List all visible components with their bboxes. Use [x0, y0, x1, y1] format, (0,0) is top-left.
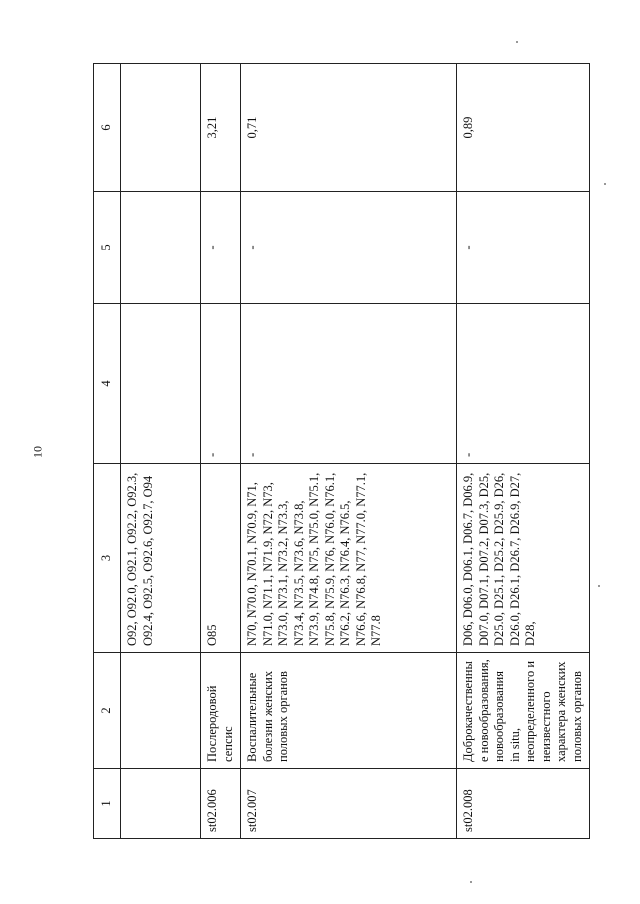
header-cell-2: 2 [94, 653, 121, 769]
col5-cell: - [241, 192, 457, 304]
header-cell-3: 3 [94, 464, 121, 653]
table-row [121, 64, 201, 839]
tariff-table [93, 63, 590, 839]
col5-cell: - [201, 192, 241, 304]
header-cell-6: 6 [94, 64, 121, 192]
coefficient-cell: 0,71 [241, 64, 457, 192]
rotated-table-container [93, 64, 584, 839]
header-row [94, 64, 121, 839]
name-cell: Воспалительные болезни женских половых органов [241, 653, 457, 769]
scan-speck [604, 183, 606, 185]
scan-speck [598, 585, 600, 587]
name-cell: Доброкачественные новообразования, новообразования in situ, неопределенного и неизвестного характера женских половых органов [457, 653, 590, 769]
icd-cell: O92, O92.0, O92.1, O92.2, O92.3, O92.4, O92.5, O92.6, O92.7, O94 [121, 464, 201, 653]
coefficient-cell: 3,21 [201, 64, 241, 192]
table-row [241, 64, 457, 839]
code-cell [121, 769, 201, 839]
scan-speck [470, 881, 472, 883]
header-cell-5: 5 [94, 192, 121, 304]
col5-cell: - [457, 192, 590, 304]
table-row [201, 64, 241, 839]
coefficient-cell [121, 64, 201, 192]
code-cell: st02.006 [201, 769, 241, 839]
code-cell: st02.007 [241, 769, 457, 839]
icd-cell: N70, N70.0, N70.1, N70.9, N71, N71.0, N71.1, N71.9, N72, N73, N73.0, N73.1, N73.2, N73.3, N73.4, N73.5, N73.6, N73.8, N73.9, N74.8, N75, N75.0, N75.1, N75.8, N75.9, N76, N76.0, N76.1, N76.2, N76.3, N76.4, N76.5, N76.6, N76.8, N77, N77.0, N77.1, N77.8 [241, 464, 457, 653]
coefficient-cell: 0,89 [457, 64, 590, 192]
table-frame [93, 64, 584, 839]
page-number: 10 [30, 446, 45, 458]
scan-speck [516, 41, 518, 43]
col4-cell: - [457, 304, 590, 464]
icd-cell: O85 [201, 464, 241, 653]
table-row [457, 64, 590, 839]
icd-cell: D06, D06.0, D06.1, D06.7, D06.9, D07.0, D07.1, D07.2, D07.3, D25, D25.0, D25.1, D25.2, D25.9, D26, D26.0, D26.1, D26.7, D26.9, D27, D28, [457, 464, 590, 653]
code-cell: st02.008 [457, 769, 590, 839]
name-cell: Послеродовой сепсис [201, 653, 241, 769]
col4-cell: - [241, 304, 457, 464]
header-cell-1: 1 [94, 769, 121, 839]
col4-cell [121, 304, 201, 464]
col4-cell: - [201, 304, 241, 464]
header-cell-4: 4 [94, 304, 121, 464]
col5-cell [121, 192, 201, 304]
name-cell [121, 653, 201, 769]
